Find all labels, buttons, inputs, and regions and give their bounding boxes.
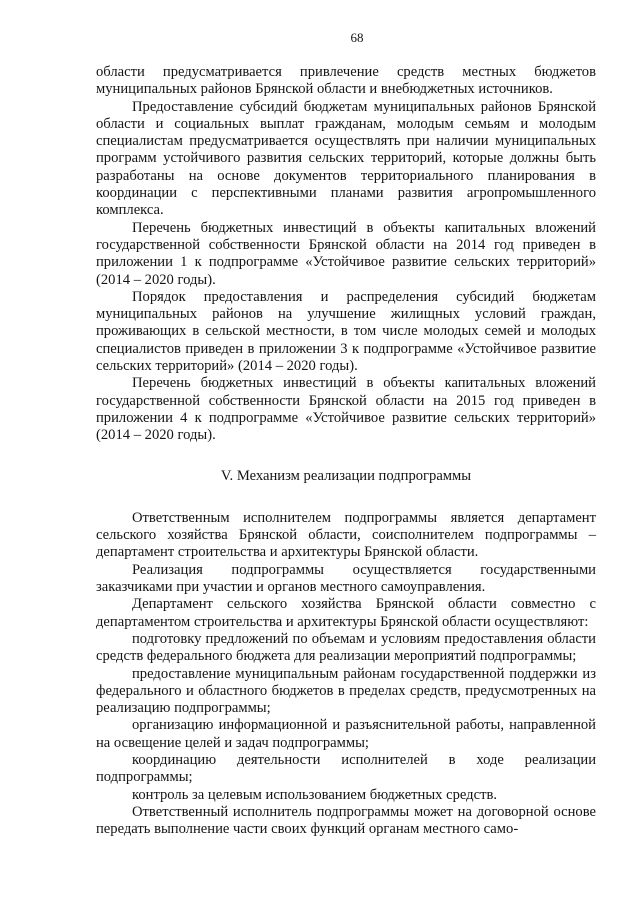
section-heading: V. Механизм реализации подпрограммы xyxy=(220,467,472,484)
paragraph-subsidy-procedure: Порядок предоставления и распределения субсидий бюджетам муниципальных районов на улучшение жилищных условий граждан, проживающих в сельской местности, в том числе молодых семей и молодых специалистов приведен в приложении 3 к подпрограмме «Устойчивое развитие сельских территорий» (2014 – 2020 годы). xyxy=(96,288,596,375)
page-content xyxy=(96,64,596,838)
paragraph-implementation: Реализация подпрограммы осуществляется государственными заказчиками при участии и органов местного самоуправления. xyxy=(96,561,596,596)
list-item-proposals: подготовку предложений по объемам и условиям предоставления области средств федерального бюджета для реализации мероприятий подпрограммы; xyxy=(96,630,596,665)
paragraph-subsidies: Предоставление субсидий бюджетам муниципальных районов Брянской области и социальных выплат гражданам, молодым семьям и молодым специалистам предусматривается осуществлять при наличии муниципальных программ устойчивого развития сельских территорий, которые должны быть разработаны на основе документов территориального планирования в координации с перспективными планами развития агропромышленного комплекса. xyxy=(96,98,596,219)
page-number: 68 xyxy=(350,30,364,45)
paragraph-investments-2015: Перечень бюджетных инвестиций в объекты капитальных вложений государственной собственности Брянской области на 2015 год приведен в приложении 4 к подпрограмме «Устойчивое развитие сельских территорий» (2014 – 2020 годы). xyxy=(96,375,596,444)
paragraph-investments-2014: Перечень бюджетных инвестиций в объекты капитальных вложений государственной собственности Брянской области на 2014 год приведен в приложении 1 к подпрограмме «Устойчивое развитие сельских территорий» (2014 – 2020 годы). xyxy=(96,219,596,288)
list-item-coordination: координацию деятельности исполнителей в ходе реализации подпрограммы; xyxy=(96,751,596,786)
paragraph-departments: Департамент сельского хозяйства Брянской области совместно с департаментом строительства и архитектуры Брянской области осуществляют: xyxy=(96,596,596,630)
list-item-information-work: организацию информационной и разъяснительной работы, направленной на освещение целей и задач подпрограммы; xyxy=(96,717,596,751)
list-item-control: контроль за целевым использованием бюджетных средств. xyxy=(132,786,497,803)
paragraph-delegation: Ответственный исполнитель подпрограммы может на договорной основе передать выполнение части своих функций органам местного само- xyxy=(96,803,596,838)
paragraph-responsible-executor: Ответственным исполнителем подпрограммы является департамент сельского хозяйства Брянской области, соисполнителем подпрограммы – департамент строительства и архитектуры Брянской области. xyxy=(96,509,596,561)
paragraph-continuation: области предусматривается привлечение средств местных бюджетов муниципальных районов Брянской области и внебюджетных источников. xyxy=(96,64,596,98)
list-item-state-support: предоставление муниципальным районам государственной поддержки из федерального и областного бюджетов в пределах средств, предусмотренных на реализацию подпрограммы; xyxy=(96,665,596,717)
